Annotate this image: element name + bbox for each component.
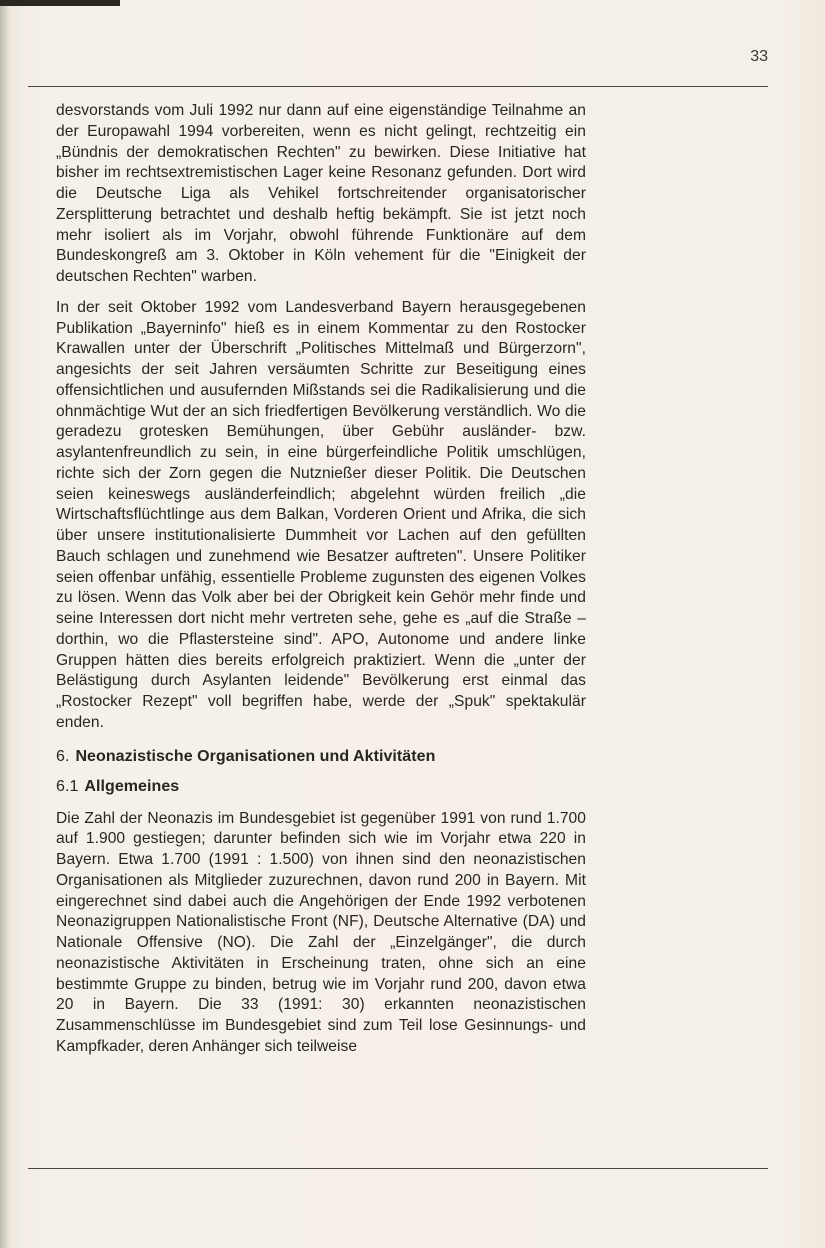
section-title: Neonazistische Organisationen und Aktivitäten [75,747,436,765]
section-heading [56,746,586,767]
subsection-number: 6.1 [56,777,79,795]
paragraph-3: Die Zahl der Neonazis im Bundesgebiet ist gegenüber 1991 von rund 1.700 auf 1.900 gestiegen; darunter befinden sich wie im Vorjahr etwa 220 in Bayern. Etwa 1.700 (1991 : 1.500) von ihnen sind den neonazistischen Organisationen als Mitglieder zuzurechnen, davon rund 200 in Bayern. Mit eingerechnet sind dabei auch die Angehörigen der Ende 1992 verbotenen Neonazigruppen Nationalistische Front (NF), Deutsche Alternative (DA) und Nationale Offensive (NO). Die Zahl der „Einzelgänger", die durch neonazistische Aktivitäten in Erscheinung traten, ohne sich an eine bestimmte Gruppe zu binden, betrug wie im Vorjahr rund 200, davon etwa 20 in Bayern. Die 33 (1991: 30) erkannten neonazistischen Zusammenschlüsse im Bundesgebiet sind zum Teil lose Gesinnungs- und Kampfkader, deren Anhänger sich teilweise [56,809,586,1055]
footer-rule [28,1168,768,1169]
spine-shadow [0,0,10,1248]
paragraph-2: In der seit Oktober 1992 vom Landesverband Bayern herausgegebenen Publikation „Bayerninfo" hieß es in einem Kommentar zu den Rostocker Krawallen unter der Überschrift „Politisches Mittelmaß und Bürgerzorn", angesichts der seit Jahren versäumten Schritte zur Beseitigung eines offensichtlichen und ausufernden Mißstands sei die Radikalisierung und die ohnmächtige Wut der an sich friedfertigen Bevölkerung verständlich. Wo die geradezu grotesken Bemühungen, über Gebühr ausländer- bzw. asylantenfreundlich zu sein, in eine bürgerfeindliche Politik umschlügen, richte sich der Zorn gegen die Nutznießer dieser Politik. Die Deutschen seien keineswegs ausländerfeindlich; abgelehnt würden freilich „die Wirtschaftsflüchtlinge aus dem Balkan, Vorderen Orient und Afrika, die sich über unsere institutionalisierte Dummheit vor Lachen auf den gefüllten Bauch schlagen und zunehmend wie Besatzer auftreten". Unsere Politiker seien offenbar unfähig, essentielle Probleme zugunsten des eigenen Volkes zu lösen. Wenn das Volk aber bei der Obrigkeit kein Gehör mehr finde und seine Interessen dort nicht mehr vertreten sehe, gehe es „auf die Straße – dorthin, wo die Pflastersteine sind". APO, Autonome und andere linke Gruppen hätten dies bereits erfolgreich praktiziert. Wenn die „unter der Belästigung durch Asylanten leidende" Bevölkerung erst einmal das „Rostocker Rezept" voll begriffen habe, werde der „Spuk" spektakulär enden. [56,298,586,731]
body-text [56,101,586,1068]
section-number: 6. [56,747,70,765]
subsection-heading [56,776,586,797]
paragraph-1: desvorstands vom Juli 1992 nur dann auf eine eigenständige Teilnahme an der Europawahl 1994 vorbereiten, wenn es nicht gelingt, rechtzeitig ein „Bündnis der demokratischen Rechten" zu bewirken. Diese Initiative hat bisher im rechtsextremistischen Lager keine Resonanz gefunden. Dort wird die Deutsche Liga als Vehikel fortschreitender organisatorischer Zersplitterung betrachtet und deshalb heftig bekämpft. Sie ist jetzt noch mehr isoliert als im Vorjahr, obwohl führende Funktionäre auf dem Bundeskongreß am 3. Oktober in Köln vehement für die "Einigkeit der deutschen Rechten" warben. [56,102,586,285]
scan-edge-mark [0,0,120,6]
subsection-title: Allgemeines [84,777,180,795]
page-number: 33 [750,48,768,65]
header-rule [28,86,768,87]
